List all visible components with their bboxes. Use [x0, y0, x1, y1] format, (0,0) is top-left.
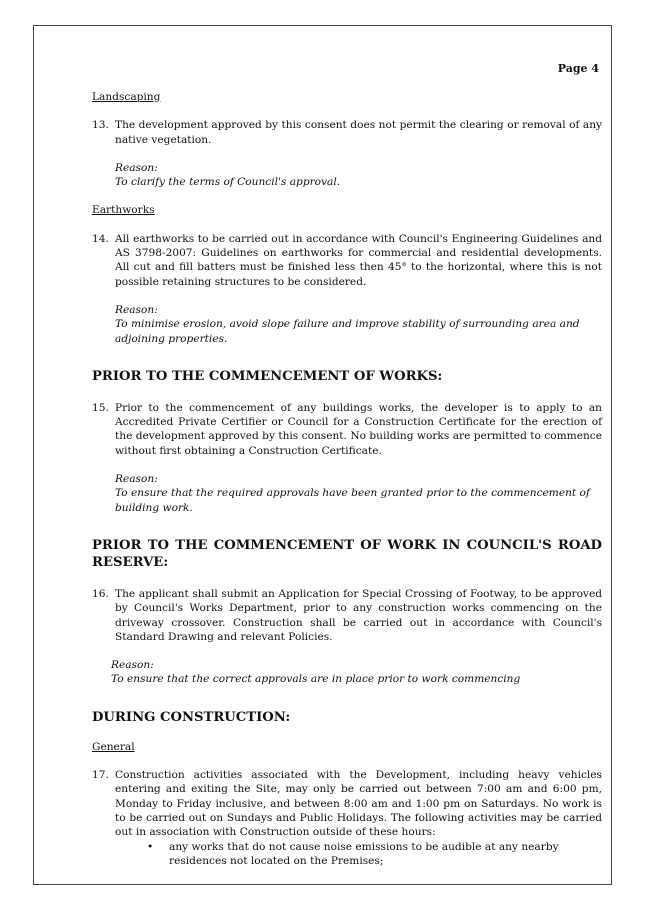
condition-13	[92, 118, 602, 147]
condition-text: Prior to the commencement of any buildings works, the developer is to apply to an Accredited Private Certifier or Council for a Construction Certificate for the erection of the development approved by this consent. No building works are permitted to commence without first obtaining a Construction Certificate.	[115, 401, 602, 457]
condition-text: Construction activities associated with the Development, including heavy vehicles entering and exiting the Site, may only be carried out between 7:00 am and 6:00 pm, Monday to Friday inclusive, and between 8:00 am and 1:00 pm on Saturdays. No work is to be carried out on Sundays and Public Holidays. The following activities may be carried out in association with Construction outside of these hours:	[115, 769, 602, 839]
reason-text: To minimise erosion, avoid slope failure and improve stability of surrounding area and adjoining properties.	[115, 318, 580, 345]
condition-14	[92, 232, 602, 289]
condition-17-bullet-list	[92, 840, 602, 869]
condition-text: The applicant shall submit an Application for Special Crossing of Footway, to be approved by Council's Works Department, prior to any construction works commencing on the driveway crossover. Construction shall be carried out in accordance with Council's Standard Drawing and relevant Policies.	[115, 587, 602, 643]
condition-15	[92, 401, 602, 458]
reason-label: Reason:	[115, 473, 158, 486]
condition-text: The development approved by this consent does not permit the clearing or removal of any native vegetation.	[115, 119, 602, 146]
condition-17	[92, 768, 602, 839]
reason-text: To clarify the terms of Council's approval.	[115, 176, 341, 189]
document-body	[92, 90, 602, 868]
heading-prior-to-works: PRIOR TO THE COMMENCEMENT OF WORKS:	[92, 368, 443, 384]
reason-label: Reason:	[115, 303, 158, 316]
condition-text: All earthworks to be carried out in accordance with Council's Engineering Guidelines and AS 3798-2007: Guidelines on earthworks for commercial and residential developments. All cut and fill batters must be finished less then 45° to the horizontal, where this is not possible retaining structures to be considered.	[115, 232, 602, 288]
condition-16	[92, 587, 602, 644]
page-number: Page 4	[557, 62, 599, 75]
section-title-general: General	[92, 740, 135, 753]
reason-text: To ensure that the correct approvals are in place prior to work commencing	[111, 673, 521, 686]
section-title-landscaping: Landscaping	[92, 91, 161, 103]
bullet-icon: •	[147, 840, 154, 853]
heading-during-construction: DURING CONSTRUCTION:	[92, 709, 291, 725]
reason-text: To ensure that the required approvals have been granted prior to the commencement of building work.	[115, 487, 590, 514]
section-title-earthworks: Earthworks	[92, 204, 155, 217]
list-item	[147, 840, 602, 869]
condition-number: 17.	[92, 769, 109, 782]
condition-number: 16.	[92, 587, 109, 600]
bullet-text: any works that do not cause noise emissions to be audible at any nearby residences not located on the Premises;	[169, 840, 559, 867]
heading-prior-to-road-reserve: PRIOR TO THE COMMENCEMENT OF WORK IN COUNCIL'S ROAD RESERVE:	[92, 537, 602, 570]
condition-number: 14.	[92, 232, 109, 245]
reason-label: Reason:	[115, 161, 158, 174]
condition-number: 15.	[92, 401, 109, 414]
reason-label: Reason:	[111, 659, 154, 672]
condition-number: 13.	[92, 119, 109, 132]
